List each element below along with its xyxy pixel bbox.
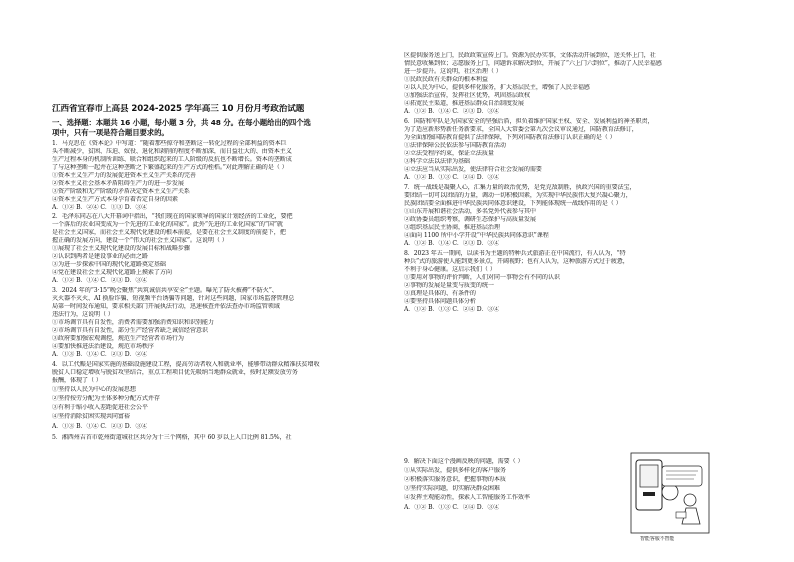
q7-line: 7．统一战线是凝聚人心，汇集力量的政治优势，是党克敌制胜，执政兴国的重要法宝， (404, 184, 636, 191)
q6-option: ③科学立法以法律为基础 (404, 158, 470, 165)
section-1-subheading: 项中，只有一项是符合题目要求的。 (52, 128, 169, 137)
q2-line: 2．毛泽东同志在八大开幕词中指出，“我们现在的国家领导的国家计划经济的工业化，要把 (52, 213, 293, 220)
q2-option: ①展现了社会主义现代化建设的发展目标和战略步骤 (52, 245, 190, 252)
q8-line: 不利于身心健康。这启示我们（ ） (404, 266, 496, 273)
q2-line: 握正确的发展方向，建设一个“伟大的社会主义国家”。这说明（ ） (52, 237, 228, 244)
q8-line: 8．2023 年五一期间，以读书为主题的特种兵式旅游正在中国流行，有人认为，“特 (404, 250, 626, 257)
cartoon-caption: 智能客服不智能 (640, 536, 675, 542)
q8-option: ③真理是具体的、有条件的 (404, 290, 476, 297)
q7-line: 要团结一切可以团结的力量，调动一切积极因素，为实现中华民族伟大复兴凝心聚力， (404, 192, 632, 199)
q5-line: 情民意收集到位；志愿服务上门，问题诉求解决到位，开展了“六上门六到位”，推动了人民幸福感 (404, 60, 662, 67)
q1-line: 头不断减少，贫困、压迫、奴役、退化和剥削的程度不断加深，而日益壮大的、由资本主义 (52, 148, 292, 155)
cartoon-illustration (630, 452, 710, 544)
q9-option: ②积极落实服务意识，把握事物的本质 (404, 476, 506, 483)
q7-line: 民族团结要全面推进中华民族共同体意识建设，下列能体现统一战线作用的是（ ） (404, 200, 622, 207)
q3-option: ②市场调节具有自发性，部分生产经营者缺乏诚信经营意识 (52, 327, 208, 334)
q5-option: ④拓宽民主渠道，推进基层群众自治制度发展 (404, 100, 524, 107)
q5-line: 5．湘西州吉首市乾州街道城社区共分为十三个网格，其中 60 岁以上人口比例 81.5%，社 (52, 434, 292, 441)
q4-option: ①坚持以人民为中心的发展思想 (52, 386, 136, 393)
q1-option: ①资本主义生产力的发展促进资本主义生产关系的完善 (52, 172, 196, 179)
q4-line: 4．以工代赈是国家实施的基础设施建设工程，提高劳动者收入和就业率，能够带动群众精准扶贫增收 (52, 361, 320, 368)
q8-line: 种兵”式的旅游使人能到更多景点，开阔视野；也有人认为，这种旅游方式过于疲惫， (404, 258, 629, 265)
q7-option: ③组织基层民主协商，推进基层治理 (404, 224, 500, 231)
q6-line: 为了适应新形势新任务新要求，全国人大常委会第九次会议审议通过，国防教育法修订， (404, 126, 638, 133)
q6-line: 6．国防和军队是为国家安全的坚强后盾，担负着维护国家主权、安全、发展利益的神圣职责， (404, 118, 654, 125)
q3-line: 局第一时间发布通知，要求相关部门开展执法行动，迅速核查并依法查办市场监管领域 (52, 303, 280, 310)
q2-option: ②认识到两者是建设事业的必由之路 (52, 253, 148, 260)
q9-choices: A．①② B．①③ C．②④ D．③④ (404, 504, 500, 511)
q4-option: ④坚持消除贫困实现共同富裕 (52, 413, 130, 420)
q8-option: ①要用对事物的评价判断，人们对同一事物会有不同的认识 (404, 274, 560, 281)
q5-line: 区提供服务送上门，民政政策宣传上门。资源为民办实事，文体活动开展到位，送关怀上门，社 (404, 52, 656, 59)
q6-option: ②立法受程序约束，保证立法质量 (404, 150, 494, 157)
q7-choices: A．①② B．①④ C．②③ D．③④ (404, 240, 500, 247)
q1-choices: A．①② B．②④ C．①③ D．③④ (52, 204, 148, 211)
q4-choices: A．①③ B．①④ C．②③ D．③④ (52, 423, 148, 430)
q3-option: ③政府要加强宏观调控，规范生产经营者市场行为 (52, 335, 184, 342)
q9-option: ①从实际出发，提供多样化的客户服务 (404, 467, 506, 474)
q2-choices: A．①② B．①④ C．②③ D．③④ (52, 277, 148, 284)
q1-option: ④资本主义生产方式本身孕育着否定自身的因素 (52, 196, 178, 203)
q3-line: 3．2024 年的“3·15”晚会聚焦“共筑诚信共享安全”主题。曝光了防火被褥“不防火”、 (52, 287, 278, 294)
q7-option: ②政协委员组织考察，调研生态保护与高质量发展 (404, 216, 536, 223)
q3-option: ①市场调节具有自发性，消费者需要加强消费知识和识别能力 (52, 319, 214, 326)
q4-option: ③有利于缩小收入差距促进社会公平 (52, 404, 148, 411)
q6-option: ①法律保障公民依法参与国防教育活动 (404, 142, 506, 149)
q6-choices: A．①② B．①③ C．②④ D．③④ (404, 174, 500, 181)
q3-line: 灭火器不灭火、AI 换脸诈骗、短视频平台诱骗等问题，针对这些问题，国家市场监督管理总 (52, 295, 295, 302)
cartoon-drawing (630, 452, 710, 544)
q6-line: 为全面加强国防教育提供了法律保障，下列对国防教育法修订认识正确的是（ ） (404, 134, 616, 141)
q2-option: ④党在建设社会主义现代化道路上摸索了方向 (52, 269, 172, 276)
q4-line: 脱贫人口稳定增收与脱贫攻坚结合，重点工程项目优先吸纳当地群众就业，按时足额发放劳务 (52, 369, 298, 376)
q1-option: ②资本主义社会基本矛盾阻碍生产力的进一步发展 (52, 180, 184, 187)
q9-line: 9．解决下面这个漫画反映的问题，需要（ ） (404, 458, 524, 465)
q8-option: ④要坚持具体问题具体分析 (404, 298, 476, 305)
section-1-heading: 一、选择题：本题共 16 小题，每小题 3 分，共 48 分。在每小题给出的四个选 (52, 118, 311, 127)
q1-option: ③资产阶级和无产阶级的矛盾决定资本主义生产关系 (52, 188, 190, 195)
q4-option: ②坚持按劳分配为主体多种分配方式并存 (52, 395, 160, 402)
q7-option: ①山东开展和谐社会活动，多名党外代表参与其中 (404, 208, 536, 215)
q9-option: ④发挥主观能动性，探索人工智能服务工作效率 (404, 494, 530, 501)
q1-line: 了与这种垄断一起并在这种垄断之下繁盛起来的生产方式的桎梏。”对此理解正确的是（ ） (52, 164, 288, 171)
exam-title: 江西省宜春市上高县 2024-2025 学年高三 10 月份月考政治试题 (52, 104, 305, 114)
q1-line: 1．马克思在《资本论》中写道：“随着那些掠夺和垄断这一转化过程的全部利益的资本巨 (52, 140, 287, 147)
q6-option: ④立法应当从实际出发，使法律符合社会发展的需要 (404, 166, 542, 173)
q1-line: 生产过程本身的机制所训练、联合和组织起来的工人阶级的反抗也不断增长。资本的垄断成 (52, 156, 292, 163)
q5-line: 进一步提升。这说明，社区治理（ ） (404, 68, 502, 75)
q3-option: ④要加快推进法治建设，规范市场秩序 (52, 343, 154, 350)
q3-choices: A．①③ B．①④ C．②③ D．②④ (52, 351, 148, 358)
q8-choices: A．①② B．①③ C．②④ D．③④ (404, 306, 500, 313)
q3-line: 违法行为，这说明（ ） (52, 311, 114, 318)
q5-option: ①民政民政有关群众的根本利益 (404, 76, 488, 83)
q5-option: ③加强法治宣传，发挥社区优势，巩固基层政权 (404, 92, 530, 99)
q5-choices: A．①② B．①④ C．②③ D．③④ (404, 108, 500, 115)
q2-line: 是社会主义国家，而社会主义现代化建设的根本前提，是要在社会主义制度的前提下，把 (52, 229, 286, 236)
q7-option: ④面向 1100 所中小学开设“中华民族共同体意识”课程 (404, 232, 549, 239)
q4-line: 报酬，体现了（ ） (52, 377, 102, 384)
q2-option: ③为进一步探索中国的现代化道路奠定基础 (52, 261, 166, 268)
q5-option: ②以人民为中心，提供多样化服务，扩大基层民主，增强了人民幸福感 (404, 84, 590, 91)
q8-option: ②事物的发展是量变与质变的统一 (404, 282, 494, 289)
q9-option: ③坚持实际问题，切实解决群众困难 (404, 485, 500, 492)
q2-line: 一个落后的农业国变成为一个先进的工业化的国家”。此外“先进的工业化国家”的“国”就 (52, 221, 283, 228)
